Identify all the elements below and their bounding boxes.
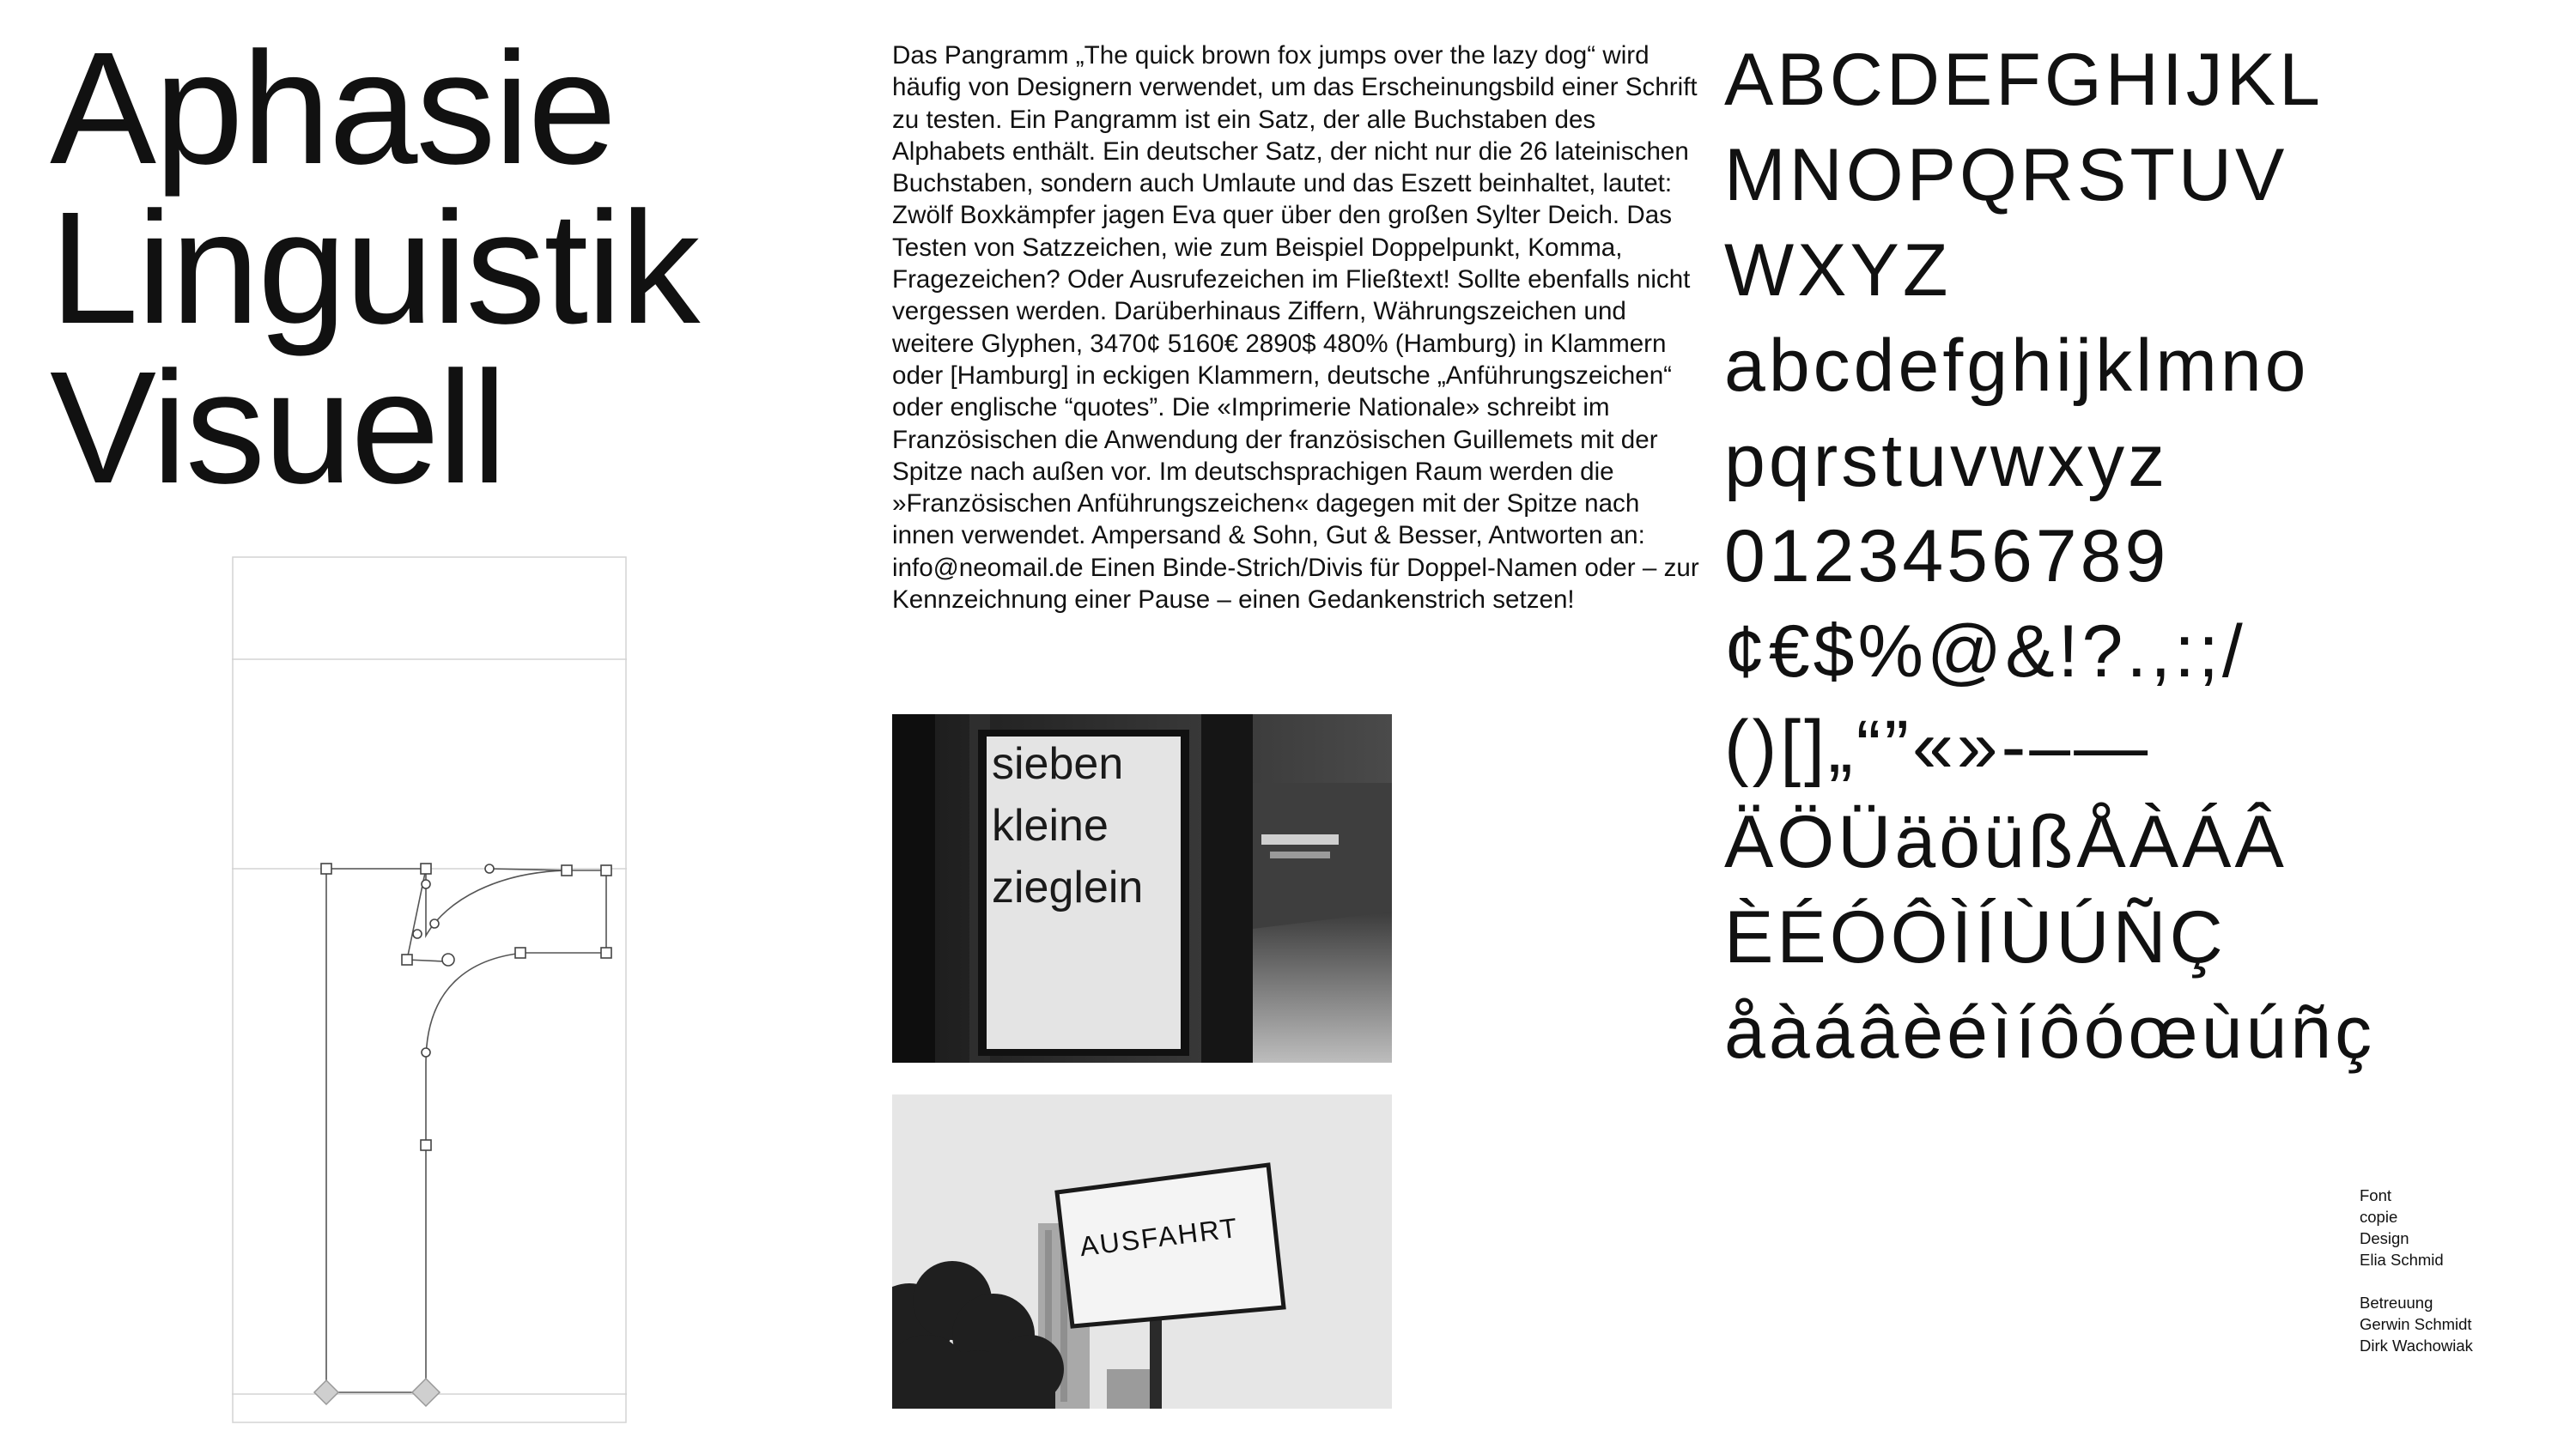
- charset-line: WXYZ: [1724, 229, 1952, 312]
- pangram-body-text: Das Pangramm „The quick brown fox jumps over the lazy dog“ wird häufig von Designern verwendet, um das Erscheinungsbild einer Schrift zu testen. Ein Pangramm ist ein Satz, der alle Buchstaben des Alphabets enthält. Ein deutscher Satz, der nicht nur die 26 lateinischen Buchstaben, sondern auch Umlaute und das Eszett beinhaltet, lautet: Zwölf Boxkämpfer jagen Eva quer über den großen Sylter Deich. Das Testen von Satzzeichen, wie zum Beispiel Doppelpunkt, Komma, Fragezeichen? Oder Ausrufezeichen im Fließtext! Sollte ebenfalls nicht vergessen werden. Darüberhinaus Ziffern, Währungszeichen und weitere Glyphen, 3470¢ 5160€ 2890$ 480% (Hamburg) in Klammern oder [Hamburg] in eckigen Klammern, deutsche „Anführungszeichen“ oder englische “quotes”. Die «Imprimerie Nationale» schreibt im Französischen die Anwendung der französischen Guillemets mit der Spitze nach außen vor. Im deutschsprachigen Raum werden die »Französischen Anführungszeichen« dagegen mit der Spitze nach innen verwendet. Ampersand & Sohn, Gut & Besser, Antworten an: info@neomail.de Einen Binde-Strich/Divis für Doppel-Namen oder – zur Kennzeichnung einer Pause – einen Gedankenstrich setzen!: [892, 41, 1699, 615]
- credit-line: Elia Schmid: [2360, 1251, 2444, 1269]
- poster-line: zieglein: [992, 863, 1144, 912]
- credit-line: Design: [2360, 1229, 2409, 1247]
- charset-line: pqrstuvwxyz: [1724, 420, 2169, 502]
- poster-photo: [892, 714, 1392, 1063]
- credit-line: Betreuung: [2360, 1294, 2433, 1312]
- credit-line: Gerwin Schmidt: [2360, 1315, 2472, 1333]
- glyph-construction-drawing: [232, 556, 627, 1423]
- headline-line-1: Aphasie: [50, 20, 616, 197]
- charset-line: ()[]„“”«»-–—: [1724, 706, 2152, 788]
- headline-line-2: Linguistik: [50, 179, 699, 357]
- headline-line-3: Visuell: [50, 339, 506, 517]
- sign-text: AUSFAHRT: [1078, 1211, 1241, 1263]
- poster-line: sieben: [992, 739, 1124, 789]
- credit-line: copie: [2360, 1208, 2398, 1226]
- charset-line: ABCDEFGHIJKL: [1724, 39, 2324, 121]
- headline: [50, 20, 699, 517]
- charset-line: ÈÉÓÔÌÍÙÚÑÇ: [1724, 896, 2227, 979]
- credits: [2360, 1185, 2473, 1356]
- charset-line: 0123456789: [1724, 515, 2170, 597]
- poster-line: kleine: [992, 801, 1109, 851]
- credits-spacer: [2360, 1270, 2473, 1292]
- charset-line: MNOPQRSTUV: [1724, 134, 2288, 216]
- character-set: [1724, 33, 2375, 1081]
- credit-line: Dirk Wachowiak: [2360, 1337, 2473, 1355]
- sign-photo: [892, 1094, 1392, 1409]
- charset-line: ¢€$%@&!?.,:;/: [1724, 610, 2246, 693]
- charset-line: åàáâèéìíôóœùúñç: [1724, 991, 2376, 1074]
- poster-text: [992, 733, 1143, 919]
- charset-line: abcdefghijklmno: [1724, 324, 2310, 407]
- charset-line: ÄÖÜäöüßÅÀÁÂ: [1724, 801, 2287, 883]
- credit-line: Font: [2360, 1186, 2392, 1204]
